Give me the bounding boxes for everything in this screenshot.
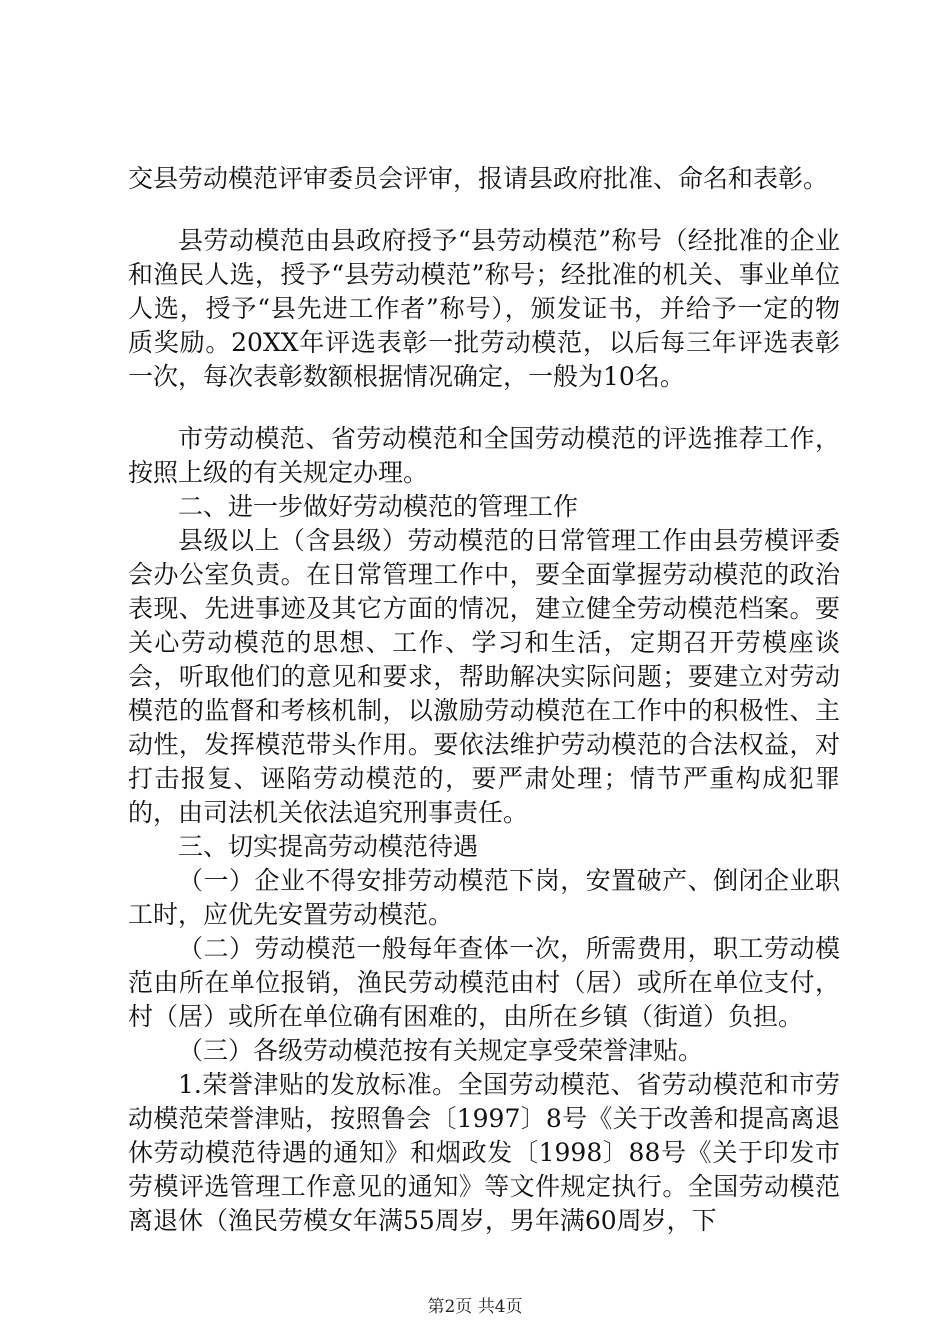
- paragraph-5: （一）企业不得安排劳动模范下岗，安置破产、倒闭企业职工时，应优先安置劳动模范。: [128, 866, 840, 929]
- paragraph-6: （二）劳动模范一般每年查体一次，所需费用，职工劳动模范由所在单位报销，渔民劳动模范由村（居）或所在单位支付，村（居）或所在单位确有困难的，由所在乡镇（街道）负担。: [128, 934, 840, 1031]
- paragraph-2: 县劳动模范由县政府授予“县劳动模范”称号（经批准的企业和渔民人选，授予“县劳动模范”称号；经批准的机关、事业单位人选，授予“县先进工作者”称号），颁发证书，并给予一定的物质奖励。20XX年评选表彰一批劳动模范，以后每三年评选表彰一次，每次表彰数额根据情况确定，一般为10名。: [128, 226, 840, 391]
- section-heading-3: 三、切实提高劳动模范待遇: [178, 832, 479, 861]
- body-text: [128, 162, 840, 1238]
- page-footer: 第2页 共4页: [427, 1297, 523, 1317]
- paragraph-3: 市劳动模范、省劳动模范和全国劳动模范的评选推荐工作，按照上级的有关规定办理。: [128, 424, 840, 487]
- paragraph-7: （三）各级劳动模范按有关规定享受荣誉津贴。: [178, 1036, 704, 1065]
- paragraph-4: 县级以上（含县级）劳动模范的日常管理工作由县劳模评委会办公室负责。在日常管理工作中，要全面掌握劳动模范的政治表现、先进事迹及其它方面的情况，建立健全劳动模范档案。要关心劳动模范的思想、工作、学习和生活，定期召开劳模座谈会，听取他们的意见和要求，帮助解决实际问题；要建立对劳动模范的监督和考核机制，以激励劳动模范在工作中的积极性、主动性，发挥模范带头作用。要依法维护劳动模范的合法权益，对打击报复、诬陷劳动模范的，要严肃处理；情节严重构成犯罪的，由司法机关依法追究刑事责任。: [128, 526, 840, 827]
- section-heading-2: 二、进一步做好劳动模范的管理工作: [178, 492, 579, 521]
- paragraph-8: 1.荣誉津贴的发放标准。全国劳动模范、省劳动模范和市劳动模范荣誉津贴，按照鲁会〔1997〕8号《关于改善和提高离退休劳动模范待遇的通知》和烟政发〔1998〕88号《关于印发市劳模评选管理工作意见的通知》等文件规定执行。全国劳动模范离退休（渔民劳模女年满55周岁，男年满60周岁，下: [128, 1070, 840, 1235]
- paragraph-1: 交县劳动模范评审委员会评审，报请县政府批准、命名和表彰。: [128, 164, 829, 193]
